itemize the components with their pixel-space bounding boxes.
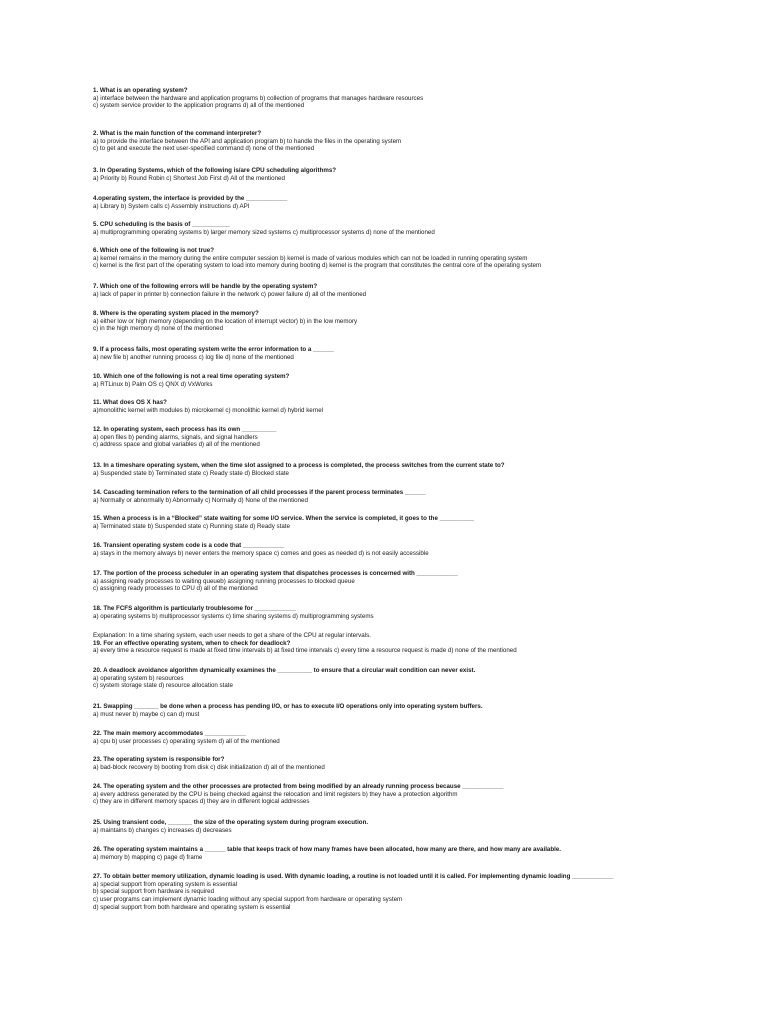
question-15 (93, 515, 748, 530)
question-text: 21. Swapping _______ be done when a process has pending I/O, or has to execute I/O operations only into operating system buffers. (93, 703, 483, 710)
question-text: 17. The portion of the process scheduler in an operating system that dispatches processes is concerned with ____________ (93, 570, 458, 577)
question-22 (93, 730, 748, 745)
question-text: 25. Using transient code, _______ the size of the operating system during program execution. (93, 819, 369, 826)
question-text: 10. Which one of the following is not a real time operating system? (93, 373, 290, 380)
question-text: 24. The operating system and the other processes are protected from being modified by an already running process because ____________ (93, 783, 504, 790)
answer-options-line: b) special support from hardware is required (93, 888, 215, 896)
question-2 (93, 130, 748, 153)
question-text: 26. The operating system maintains a ______ table that keeps track of how many frames have been allocated, how many are there, and how many are available. (93, 846, 562, 853)
question-17 (93, 570, 748, 593)
answer-options-line: Explanation: In a time sharing system, each user needs to get a share of the CPU at regular intervals. (93, 632, 371, 639)
question-20 (93, 667, 748, 690)
answer-options-line: c) system service provider to the application programs d) all of the mentioned (93, 102, 305, 110)
question-23 (93, 756, 748, 771)
question-27 (93, 873, 748, 912)
question-12 (93, 426, 748, 449)
question-4 (93, 195, 748, 210)
question-text: 12. In operating system, each process has its own __________ (93, 426, 277, 433)
question-3 (93, 167, 748, 182)
question-16 (93, 542, 748, 557)
question-text: 9. If a process fails, most operating system write the error information to a ______ (93, 346, 334, 353)
answer-options-line: c) in the high memory d) none of the mentioned (93, 325, 224, 333)
question-text: 19. For an effective operating system, when to check for deadlock? (93, 639, 291, 647)
question-13 (93, 462, 748, 477)
answer-options-line: a) Terminated state b) Suspended state c) Running state d) Ready state (93, 522, 290, 530)
answer-options-line: a) lack of paper in printer b) connection failure in the network c) power failure d) all of the mentioned (93, 290, 367, 298)
question-text: 2. What is the main function of the command interpreter? (93, 130, 262, 137)
answer-options-line: a) maintains b) changes c) increases d) decreases (93, 826, 232, 834)
question-text: 18. The FCFS algorithm is particularly troublesome for ____________ (93, 605, 296, 612)
answer-options-line: c) they are in different memory spaces d) they are in different logical addresses (93, 798, 310, 806)
answer-options-line: a) RTLinux b) Palm OS c) QNX d) VxWorks (93, 380, 213, 388)
answer-options-line: a) new file b) another running process c) log file d) none of the mentioned (93, 353, 294, 361)
answer-options-line: a) open files b) pending alarms, signals, and signal handlers (93, 433, 258, 441)
answer-options-line: a) interface between the hardware and application programs b) collection of programs that manages hardware resources (93, 94, 424, 102)
answer-options-line: a) memory b) mapping c) page d) frame (93, 853, 203, 861)
answer-options-line: c) system storage state d) resource allocation state (93, 682, 233, 690)
answer-options-line: a) operating system b) resources (93, 674, 184, 682)
question-text: 8. Where is the operating system placed in the memory? (93, 310, 259, 317)
question-21 (93, 703, 748, 718)
answer-options-line: a) special support from operating system is essential (93, 880, 238, 888)
question-9 (93, 346, 748, 361)
answer-options-line: a) Normally or abnormally b) Abnormally c) Normally d) None of the mentioned (93, 496, 308, 504)
question-text: 22. The main memory accommodates ____________ (93, 730, 247, 737)
question-text: 16. Transient operating system code is a code that ____________ (93, 542, 285, 549)
answer-options-line: a) stays in the memory always b) never enters the memory space c) comes and goes as needed d) is not easily accessible (93, 549, 429, 557)
question-11 (93, 399, 748, 414)
question-text: 15. When a process is in a “Blocked” state waiting for some I/O service. When the service is completed, it goes to the __________ (93, 515, 475, 522)
answer-options-line: a) Suspended state b) Terminated state c) Ready state d) Blocked state (93, 469, 289, 477)
question-text: 4.operating system, the interface is provided by the ____________ (93, 195, 288, 202)
answer-options-line: d) special support from both hardware and operating system is essential (93, 903, 291, 911)
answer-options-line: a)monolithic kernel with modules b) microkernel c) monolithic kernel d) hybrid kernel (93, 406, 324, 414)
answer-options-line: a) operating systems b) multiprocessor systems c) time sharing systems d) multiprogramming systems (93, 612, 374, 620)
answer-options-line: a) Library b) System calls c) Assembly instructions d) API (93, 202, 250, 210)
question-24 (93, 783, 748, 806)
answer-options-line: a) assigning ready processes to waiting queueb) assigning running processes to blocked queue (93, 577, 355, 585)
question-text: 13. In a timeshare operating system, when the time slot assigned to a process is completed, the process switches from the current state to? (93, 462, 505, 469)
answer-options-line: a) either low or high memory (depending on the location of interrupt vector) b) in the low memory (93, 317, 358, 325)
answer-options-line: c) kernel is the first part of the operating system to load into memory during booting d) kernel is the program that constitutes the central core of the operating system (93, 262, 542, 270)
question-14 (93, 489, 748, 504)
answer-options-line: a) every time a resource request is made at fixed time intervals b) at fixed time intervals c) every time a resource request is made d) none of the mentioned (93, 647, 517, 655)
question-text: 23. The operating system is responsible for? (93, 756, 225, 763)
question-text: 20. A deadlock avoidance algorithm dynamically examines the __________ to ensure that a circular wait condition can never exist. (93, 667, 476, 674)
question-text: 14. Cascading termination refers to the termination of all child processes if the parent process terminates ______ (93, 489, 426, 496)
question-8 (93, 310, 748, 333)
answer-options-line: a) to provide the interface between the API and application program b) to handle the files in the operating system (93, 137, 402, 145)
answer-options-line: a) Priority b) Round Robin c) Shortest Job First d) All of the mentioned (93, 174, 285, 182)
answer-options-line: a) every address generated by the CPU is being checked against the relocation and limit registers b) they have a protection algorithm (93, 790, 458, 798)
answer-options-line: a) bad-block recovery b) booting from disk c) disk initialization d) all of the mentioned (93, 763, 325, 771)
answer-options-line: c) user programs can implement dynamic loading without any special support from hardware or operating system (93, 896, 403, 904)
answer-options-line: a) cpu b) user processes c) operating system d) all of the mentioned (93, 737, 280, 745)
question-6 (93, 247, 748, 270)
question-text: 1. What is an operating system? (93, 87, 188, 94)
question-5 (93, 221, 748, 236)
answer-options-line: c) address space and global variables d) all of the mentioned (93, 441, 260, 449)
question-19 (93, 632, 748, 655)
question-25 (93, 819, 748, 834)
question-18 (93, 605, 748, 620)
question-text: 7. Which one of the following errors will be handle by the operating system? (93, 283, 318, 290)
question-text: 6. Which one of the following is not true? (93, 247, 214, 254)
answer-options-line: c) assigning ready processes to CPU d) all of the mentioned (93, 585, 258, 593)
question-text: 11. What does OS X has? (93, 399, 167, 406)
question-text: 3. In Operating Systems, which of the following is/are CPU scheduling algorithms? (93, 167, 337, 174)
question-7 (93, 283, 748, 298)
question-26 (93, 846, 748, 861)
answer-options-line: a) multiprogramming operating systems b) larger memory sized systems c) multiprocessor systems d) none of the mentioned (93, 228, 435, 236)
question-10 (93, 373, 748, 388)
answer-options-line: c) to get and execute the next user-specified command d) none of the mentioned (93, 145, 315, 153)
answer-options-line: a) must never b) maybe c) can d) must (93, 710, 200, 718)
question-text: 27. To obtain better memory utilization, dynamic loading is used. With dynamic loading, a routine is not loaded until it is called. For implementing dynamic loading ____________ (93, 873, 614, 880)
question-1 (93, 87, 748, 110)
answer-options-line: a) kernel remains in the memory during the entire computer session b) kernel is made of various modules which can not be loaded in running operating system (93, 254, 528, 262)
question-text: 5. CPU scheduling is the basis of ___________ (93, 221, 230, 228)
